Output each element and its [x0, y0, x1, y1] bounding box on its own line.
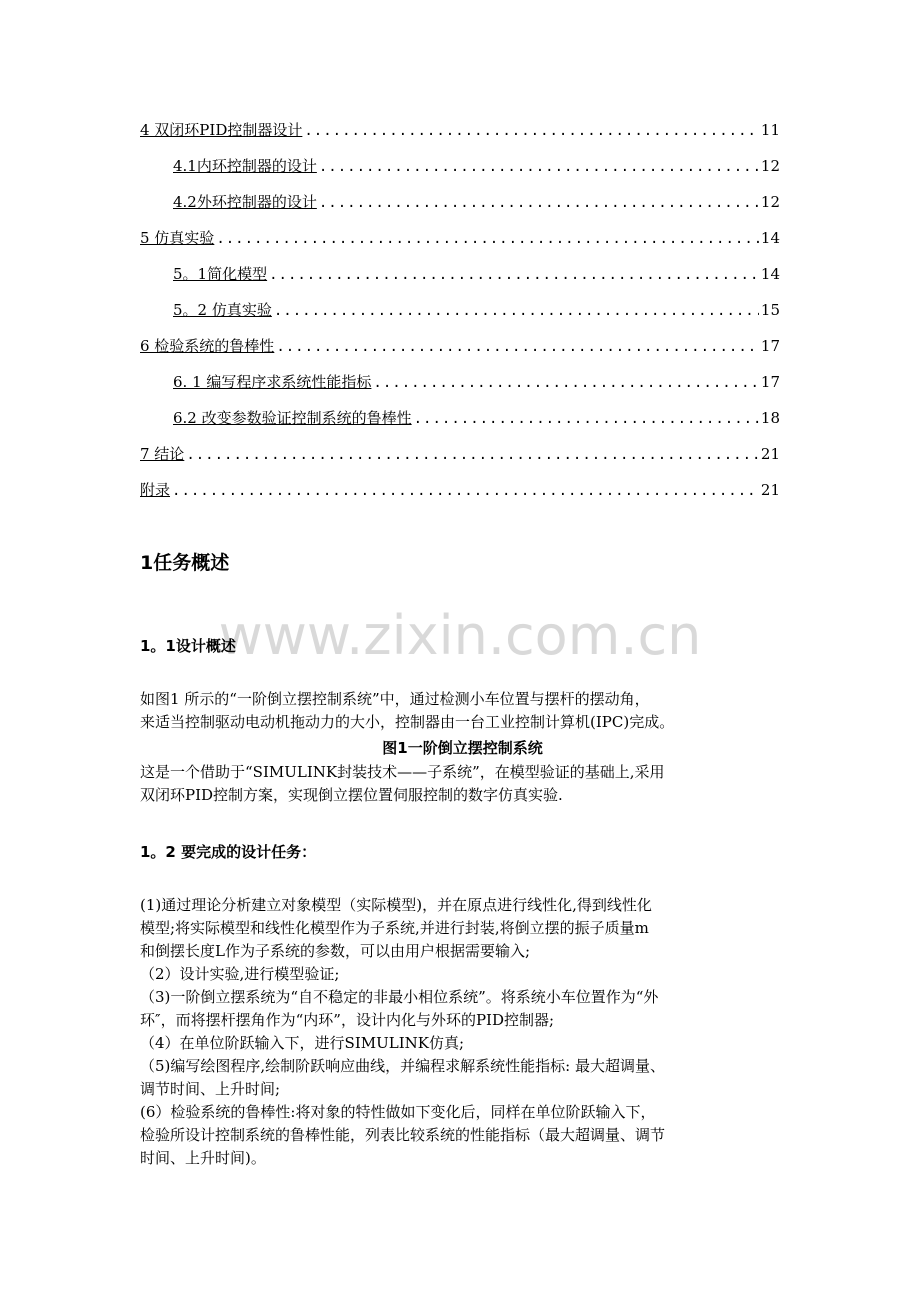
toc-entry[interactable] [140, 152, 780, 188]
task-line: 时间、上升时间)。 [140, 1149, 266, 1167]
toc-entry-title[interactable]: 4.1内环控制器的设计 [173, 157, 317, 175]
task-line: (6）检验系统的鲁棒性:将对象的特性做如下变化后，同样在单位阶跃输入下， [140, 1103, 656, 1121]
toc-entry-page: 17 [760, 373, 780, 391]
toc-leader-dots [414, 405, 759, 433]
toc-entry[interactable] [140, 476, 780, 512]
toc-entry-page: 21 [760, 481, 780, 499]
toc-entry-page: 14 [760, 229, 780, 247]
paragraph-line: 如图1 所示的“一阶倒立摆控制系统”中，通过检测小车位置与摆杆的摆动角， [140, 690, 650, 708]
toc-entry-page: 12 [760, 193, 780, 211]
toc-entry[interactable] [140, 116, 780, 152]
toc-leader-dots [274, 297, 759, 325]
subsection-heading: 1。1设计概述 [140, 637, 236, 655]
toc-entry-page: 15 [760, 301, 780, 319]
toc-leader-dots [269, 261, 759, 289]
watermark: www.zixin.com.cn [218, 604, 702, 667]
toc-entry[interactable] [140, 188, 780, 224]
toc-entry-title[interactable]: 5。2 仿真实验 [173, 301, 272, 319]
task-line: 模型;将实际模型和线性化模型作为子系统,并进行封装,将倒立摆的振子质量m [140, 919, 649, 937]
toc-entry-page: 17 [760, 337, 780, 355]
toc-entry-title[interactable]: 7 结论 [140, 445, 185, 463]
paragraph-line: 来适当控制驱动电动机拖动力的大小，控制器由一台工业控制计算机(IPC)完成。 [140, 713, 675, 731]
paragraph-line: 这是一个借助于“SIMULINK封装技术——子系统”，在模型验证的基础上,采用 [140, 763, 665, 781]
toc-entry-page: 11 [760, 121, 780, 139]
toc-entry[interactable] [140, 404, 780, 440]
toc-entry-page: 21 [760, 445, 780, 463]
toc-entry-title[interactable]: 附录 [140, 481, 171, 499]
task-line: （3)一阶倒立摆系统为“自不稳定的非最小相位系统”。将系统小车位置作为“外 [140, 988, 659, 1006]
task-line: 环″，而将摆杆摆角作为“内环”，设计内化与外环的PID控制器; [140, 1011, 555, 1029]
task-list [140, 894, 785, 1170]
task-line: （2）设计实验,进行模型验证; [140, 965, 340, 983]
toc-leader-dots [186, 441, 759, 469]
task-line: 调节时间、上升时间; [140, 1080, 281, 1098]
toc-entry[interactable] [140, 368, 780, 404]
toc-entry-title[interactable]: 4.2外环控制器的设计 [173, 193, 317, 211]
figure-caption: 图1一阶倒立摆控制系统 [382, 739, 543, 757]
paragraph-line: 双闭环PID控制方案，实现倒立摆位置伺服控制的数字仿真实验. [140, 786, 563, 804]
section-heading: 1任务概述 [140, 552, 230, 574]
task-line: (1)通过理论分析建立对象模型（实际模型)，并在原点进行线性化,得到线性化 [140, 896, 652, 914]
toc-leader-dots [172, 477, 759, 505]
toc-entry-page: 18 [760, 409, 780, 427]
toc-leader-dots [276, 333, 759, 361]
task-line: （4）在单位阶跃输入下，进行SIMULINK仿真; [140, 1034, 465, 1052]
toc-leader-dots [319, 153, 759, 181]
description-paragraph [140, 761, 785, 807]
toc-leader-dots [373, 369, 759, 397]
task-line: 和倒摆长度L作为子系统的参数，可以由用户根据需要输入; [140, 942, 531, 960]
toc-entry[interactable] [140, 440, 780, 476]
table-of-contents [140, 116, 780, 512]
toc-entry-title[interactable]: 6. 1 编写程序求系统性能指标 [173, 373, 372, 391]
toc-entry-page: 12 [760, 157, 780, 175]
toc-entry-title[interactable]: 5。1简化模型 [173, 265, 268, 283]
task-line: 检验所设计控制系统的鲁棒性能，列表比较系统的性能指标（最大超调量、调节 [140, 1126, 666, 1144]
toc-entry-title[interactable]: 6.2 改变参数验证控制系统的鲁棒性 [173, 409, 412, 427]
toc-entry-title[interactable]: 4 双闭环PID控制器设计 [140, 121, 303, 139]
toc-entry[interactable] [140, 332, 780, 368]
toc-leader-dots [304, 117, 759, 145]
toc-entry-page: 14 [760, 265, 780, 283]
toc-entry[interactable] [140, 260, 780, 296]
toc-entry-title[interactable]: 5 仿真实验 [140, 229, 215, 247]
subsection-heading: 1。2 要完成的设计任务： [140, 843, 317, 861]
toc-leader-dots [319, 189, 759, 217]
toc-leader-dots [216, 225, 759, 253]
toc-entry-title[interactable]: 6 检验系统的鲁棒性 [140, 337, 275, 355]
toc-entry[interactable] [140, 296, 780, 332]
toc-entry[interactable] [140, 224, 780, 260]
intro-paragraph [140, 688, 785, 734]
task-line: （5)编写绘图程序,绘制阶跃响应曲线，并编程求解系统性能指标: 最大超调量、 [140, 1057, 665, 1075]
